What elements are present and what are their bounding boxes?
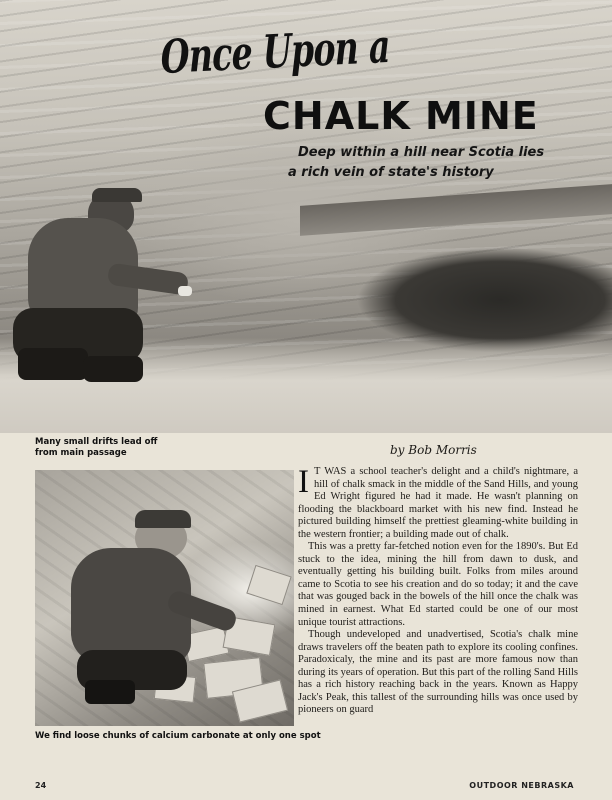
paragraph-1-text: T WAS a school teacher's delight and a child's nightmare, a hill of chalk smack in the middle of the Sand Hills, and young Ed Wright figured he had it made. He wasn't planning on flooding the blackboard market with his new find. Instead he pictured building himself the prettiest gleaming-white building in the western frontier; a building made out of chalk.: [298, 466, 578, 540]
subtitle: [288, 143, 558, 183]
title-main-line: CHALK MINE: [263, 94, 539, 138]
rock-ledge: [300, 184, 612, 236]
title-script-line: Once Upon a: [160, 18, 391, 84]
crouching-explorer-figure: [8, 188, 198, 388]
subtitle-line-1: Deep within a hill near Scotia lies: [298, 145, 545, 160]
page-number: 24: [35, 781, 47, 790]
kneeling-explorer-figure: [57, 510, 247, 710]
subtitle-line-2: a rich vein of state's history: [288, 165, 494, 180]
chalk-chunks-photograph: [35, 470, 294, 726]
article-paragraph-1: [298, 466, 578, 541]
bottom-photo-caption: We find loose chunks of calcium carbonate at only one spot: [35, 731, 321, 741]
byline: by Bob Morris: [390, 443, 477, 457]
magazine-name: OUTDOOR NEBRASKA: [469, 781, 574, 790]
article-paragraph-2: This was a pretty far-fetched notion even for the 1890's. But Ed stuck to the idea, mining the hill from dawn to dusk, and eventually getting his building built. Folks from miles around came to Scotia to see his creation and do so today; it and the cave that was gouged back in the bowels of the hill once the chalk was mined in earnest. What Ed started could be one of our most unique tourist attractions.: [298, 541, 578, 628]
drop-cap: I: [298, 464, 309, 500]
article-paragraph-3: Though undeveloped and unadvertised, Scotia's chalk mine draws travelers off the beaten path to explore its cooling confines. Paradoxicaly, the mine and its past are more famous now than during its years of operation. But this part of the rolling Sand Hills has a rich history reaching back in the years. Known as Happy Jack's Peak, this tallest of the surrounding hills was once used by pioneers on guard: [298, 629, 578, 716]
article-body: [298, 466, 578, 717]
top-photo-caption: Many small drifts lead off from main passage: [35, 437, 158, 458]
